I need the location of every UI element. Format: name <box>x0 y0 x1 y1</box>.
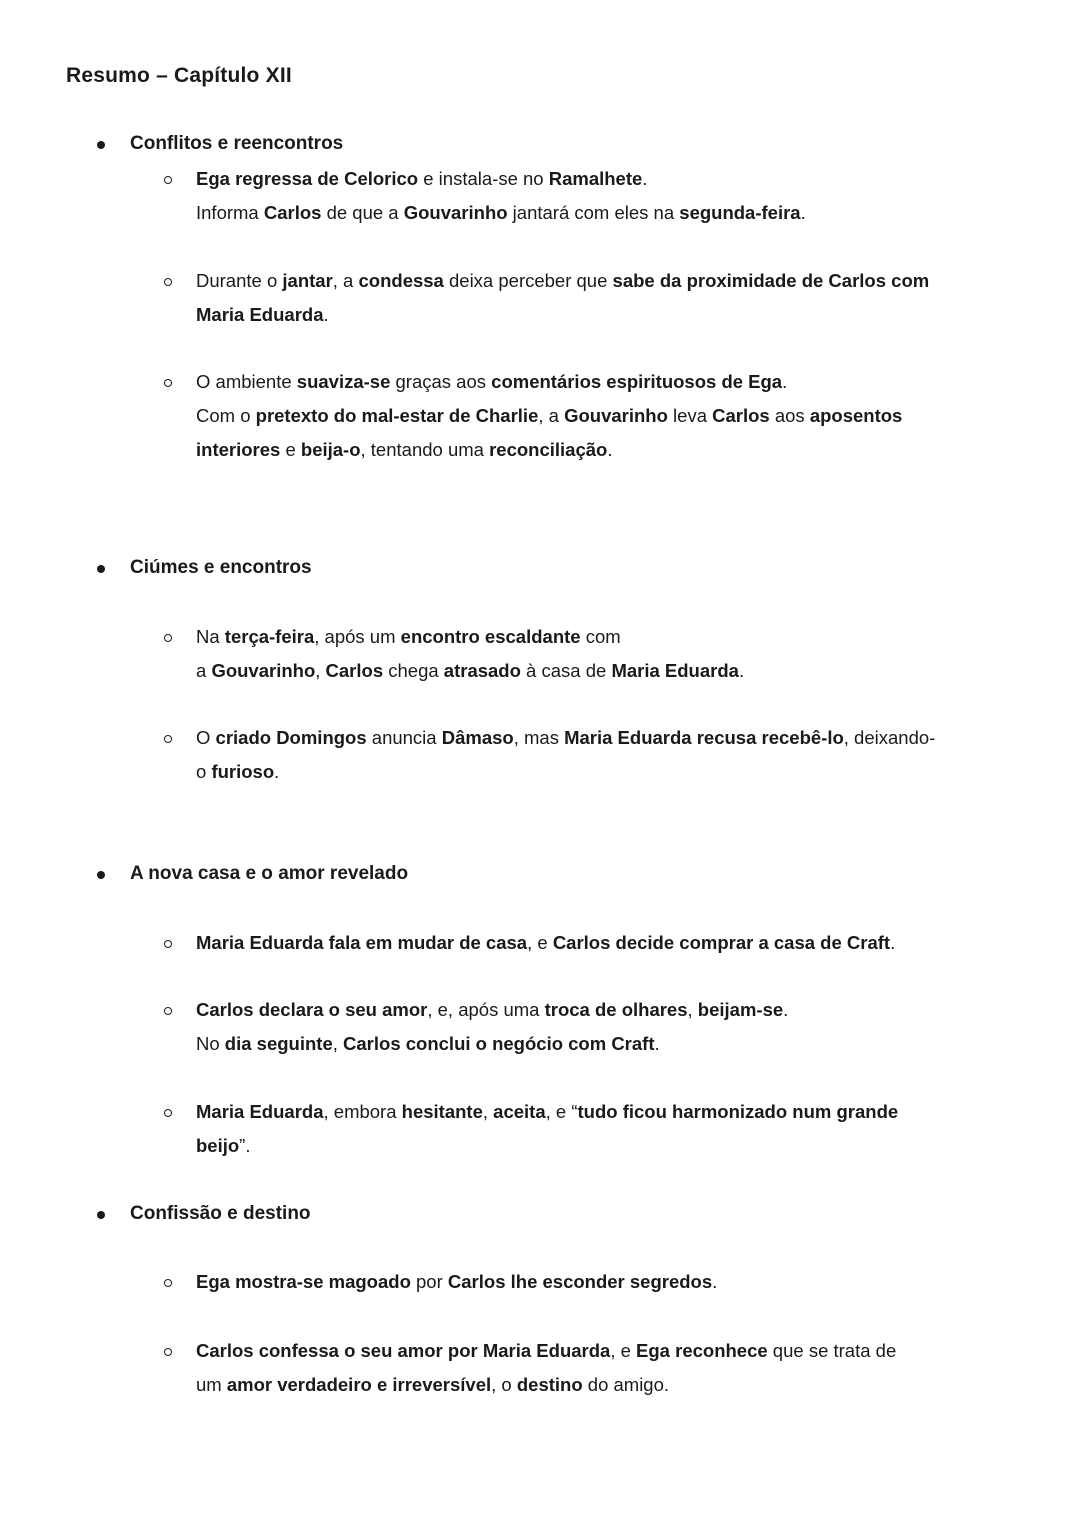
bold-text: Ramalhete <box>548 168 643 189</box>
text: Na <box>196 626 225 647</box>
sub-bullet-icon <box>164 176 172 184</box>
text: , mas <box>513 727 565 748</box>
bold-text: Carlos confessa o seu amor por Maria Eduarda <box>196 1340 611 1361</box>
summary-line <box>196 998 788 1022</box>
bold-text: Ega reconhece <box>636 1340 768 1361</box>
bold-text: Gouvarinho <box>403 202 508 223</box>
text: , e “ <box>545 1101 578 1122</box>
text: Durante o <box>196 270 283 291</box>
sub-bullet-icon <box>164 1109 172 1117</box>
text: que se trata de <box>767 1340 897 1361</box>
summary-line <box>196 438 612 462</box>
bold-text: criado Domingos <box>215 727 367 748</box>
summary-line <box>196 1270 717 1294</box>
bold-text: aposentos <box>809 405 903 426</box>
bold-text: Maria Eduarda recusa recebê-lo <box>564 727 844 748</box>
bold-text: Gouvarinho <box>211 660 316 681</box>
text: , a <box>538 405 565 426</box>
text: , tentando uma <box>360 439 490 460</box>
bold-text: beijo <box>196 1135 240 1156</box>
bold-text: dia seguinte <box>224 1033 333 1054</box>
bold-text: Carlos declara o seu amor <box>196 999 428 1020</box>
sub-bullet-icon <box>164 1279 172 1287</box>
summary-line <box>196 1373 669 1397</box>
bold-text: Carlos lhe esconder segredos <box>447 1271 713 1292</box>
text: O ambiente <box>196 371 297 392</box>
summary-line <box>196 303 329 327</box>
text: . <box>607 439 613 460</box>
bold-text: furioso <box>211 761 275 782</box>
text: a <box>196 660 212 681</box>
bullet-icon <box>97 565 105 573</box>
summary-line <box>196 269 929 293</box>
text: jantará com eles na <box>507 202 680 223</box>
text: . <box>738 660 745 681</box>
text: com <box>580 626 621 647</box>
bold-text: aceita <box>493 1101 546 1122</box>
text: , o <box>491 1374 517 1395</box>
summary-line <box>196 404 902 428</box>
bold-text: Carlos <box>263 202 322 223</box>
bold-text: amor verdadeiro e irreversível <box>226 1374 492 1395</box>
text: deixa perceber que <box>443 270 613 291</box>
bold-text: Maria Eduarda <box>196 1101 324 1122</box>
section-heading: Confissão e destino <box>130 1203 311 1224</box>
bold-text: beijam-se <box>697 999 784 1020</box>
text: , <box>315 660 326 681</box>
summary-line <box>196 760 279 784</box>
text: graças aos <box>390 371 492 392</box>
sub-bullet-icon <box>164 940 172 948</box>
summary-line <box>196 1339 896 1363</box>
text: ”. <box>239 1135 251 1156</box>
document-title: Resumo – Capítulo XII <box>66 64 292 87</box>
bullet-icon <box>97 141 105 149</box>
summary-line <box>196 659 744 683</box>
bold-text: jantar <box>282 270 333 291</box>
text: , a <box>332 270 359 291</box>
summary-line <box>196 1134 250 1158</box>
bold-text: Carlos <box>325 660 384 681</box>
bullet-icon <box>97 1211 105 1219</box>
text: . <box>782 371 788 392</box>
section-heading: Conflitos e reencontros <box>130 133 344 154</box>
summary-line <box>196 370 787 394</box>
bold-text: Maria Eduarda fala em mudar de casa <box>196 932 528 953</box>
text: , após um <box>314 626 401 647</box>
text: de que a <box>321 202 404 223</box>
text: No <box>196 1033 225 1054</box>
bold-text: terça-feira <box>224 626 315 647</box>
bold-text: sabe da proximidade de Carlos com <box>612 270 930 291</box>
bold-text: condessa <box>358 270 444 291</box>
text: . <box>274 761 280 782</box>
sub-bullet-icon <box>164 1348 172 1356</box>
bold-text: Carlos conclui o negócio com Craft <box>343 1033 655 1054</box>
summary-line <box>196 625 621 649</box>
summary-line <box>196 931 895 955</box>
sub-bullet-icon <box>164 379 172 387</box>
text: do amigo. <box>582 1374 670 1395</box>
sub-bullet-icon <box>164 634 172 642</box>
section-heading: Ciúmes e encontros <box>130 557 312 578</box>
summary-line <box>196 726 935 750</box>
bold-text: Dâmaso <box>441 727 514 748</box>
text: . <box>783 999 789 1020</box>
bold-text: comentários espirituosos de Ega <box>491 371 783 392</box>
text: Com o <box>196 405 256 426</box>
bold-text: tudo ficou harmonizado num grande <box>577 1101 899 1122</box>
bold-text: Carlos <box>712 405 770 426</box>
bold-text: Carlos decide comprar a casa de Craft <box>552 932 891 953</box>
bullet-icon <box>97 871 105 879</box>
section-heading: A nova casa e o amor revelado <box>130 863 409 884</box>
text: . <box>654 1033 660 1054</box>
sub-bullet-icon <box>164 1007 172 1015</box>
bold-text: hesitante <box>401 1101 483 1122</box>
bold-text: interiores <box>196 439 281 460</box>
text: e instala-se no <box>418 168 549 189</box>
text: , <box>332 1033 344 1054</box>
summary-line <box>196 1100 898 1124</box>
bold-text: destino <box>516 1374 583 1395</box>
text: à casa de <box>520 660 612 681</box>
bold-text: Maria Eduarda <box>196 304 324 325</box>
text: O <box>196 727 216 748</box>
bold-text: beija-o <box>300 439 361 460</box>
text: , e <box>610 1340 637 1361</box>
bold-text: encontro escaldante <box>400 626 581 647</box>
text: chega <box>383 660 444 681</box>
bold-text: Gouvarinho <box>564 405 668 426</box>
text: o <box>196 761 212 782</box>
bold-text: atrasado <box>443 660 521 681</box>
text: . <box>712 1271 718 1292</box>
text: . <box>323 304 329 325</box>
bold-text: Ega regressa de Celorico <box>196 168 419 189</box>
text: , <box>482 1101 494 1122</box>
text: anuncia <box>366 727 442 748</box>
text: , embora <box>323 1101 402 1122</box>
text: e <box>280 439 301 460</box>
bold-text: troca de olhares <box>544 999 688 1020</box>
bold-text: segunda-feira <box>679 202 801 223</box>
text: , e, após uma <box>427 999 545 1020</box>
bold-text: suaviza-se <box>296 371 391 392</box>
text: por <box>410 1271 448 1292</box>
summary-line <box>196 201 806 225</box>
bold-text: Ega mostra-se magoado <box>196 1271 411 1292</box>
text: , deixando- <box>843 727 936 748</box>
text: leva <box>667 405 713 426</box>
text: um <box>196 1374 227 1395</box>
text: . <box>800 202 806 223</box>
text: . <box>642 168 648 189</box>
bold-text: Maria Eduarda <box>611 660 739 681</box>
text: , <box>687 999 698 1020</box>
text: aos <box>769 405 810 426</box>
summary-line <box>196 167 647 191</box>
sub-bullet-icon <box>164 735 172 743</box>
bold-text: reconciliação <box>489 439 608 460</box>
bold-text: pretexto do mal-estar de Charlie <box>255 405 539 426</box>
text: , e <box>527 932 553 953</box>
text: . <box>890 932 896 953</box>
summary-line <box>196 1032 660 1056</box>
sub-bullet-icon <box>164 278 172 286</box>
text: Informa <box>196 202 264 223</box>
